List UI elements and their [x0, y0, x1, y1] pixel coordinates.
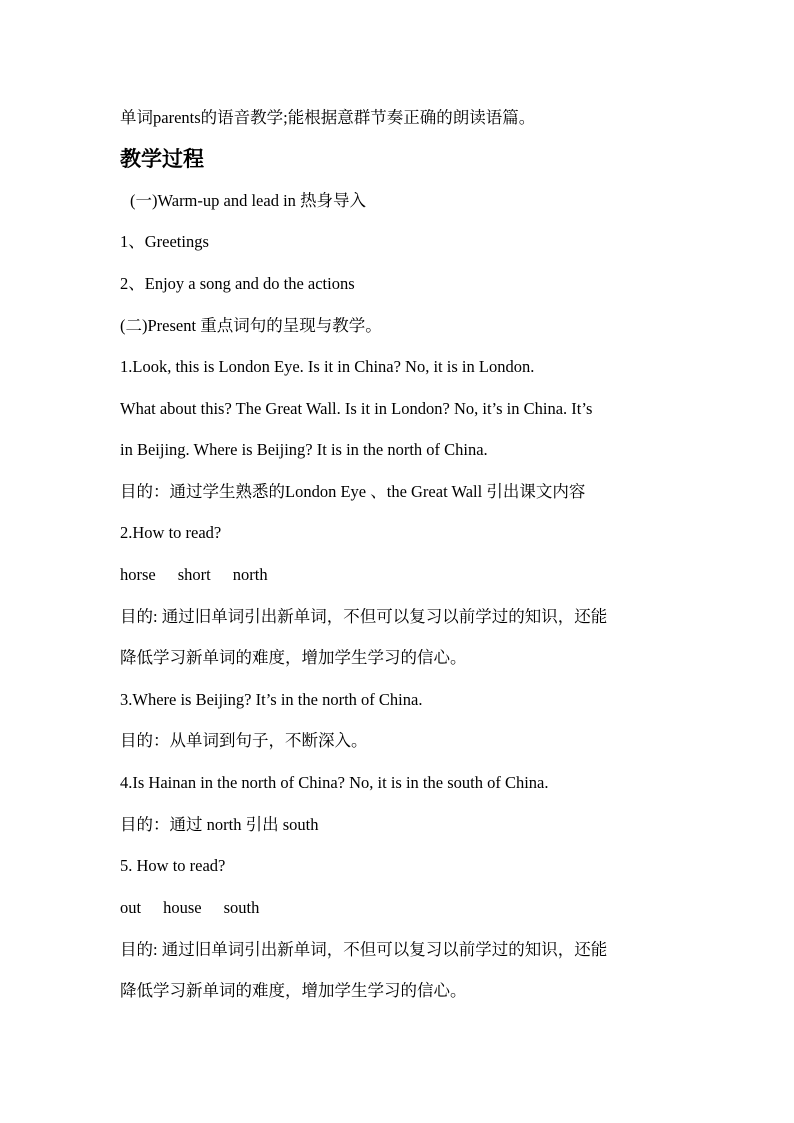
word: horse — [120, 565, 156, 584]
word: house — [163, 898, 202, 917]
purpose-2-line-2: 降低学习新单词的难度，增加学生学习的信心。 — [120, 648, 467, 667]
purpose-3: 目的：从单词到句子，不断深入。 — [120, 731, 368, 750]
paragraph-hainan: 4.Is Hainan in the north of China? No, it is in the south of China. — [120, 773, 549, 792]
paragraph-great-wall-1: What about this? The Great Wall. Is it in London? No, it’s in China. It’s — [120, 399, 593, 418]
paragraph-where-beijing: 3.Where is Beijing? It’s in the north of China. — [120, 690, 423, 709]
word: out — [120, 898, 142, 917]
purpose-2-line-1: 目的: 通过旧单词引出新单词，不但可以复习以前学过的知识，还能 — [120, 607, 608, 626]
word: south — [223, 898, 260, 917]
paragraph-london-eye: 1.Look, this is London Eye. Is it in China? No, it is in London. — [120, 357, 535, 376]
how-to-read-2: 5. How to read? — [120, 856, 226, 875]
purpose-4: 目的：通过 north 引出 south — [120, 815, 319, 834]
item-greetings: 1、Greetings — [120, 232, 209, 251]
item-song: 2、Enjoy a song and do the actions — [120, 274, 355, 293]
purpose-1: 目的：通过学生熟悉的London Eye 、the Great Wall 引出课文内容 — [120, 482, 586, 501]
word: north — [232, 565, 268, 584]
section-heading: 教学过程 — [120, 147, 204, 171]
paragraph-great-wall-2: in Beijing. Where is Beijing? It is in the north of China. — [120, 440, 488, 459]
word-list-2 — [120, 898, 259, 918]
purpose-5-line-2: 降低学习新单词的难度，增加学生学习的信心。 — [120, 981, 467, 1000]
word-list-1 — [120, 565, 268, 585]
section-present: (二)Present 重点词句的呈现与教学。 — [120, 316, 382, 335]
how-to-read-1: 2.How to read? — [120, 523, 222, 542]
word: short — [177, 565, 211, 584]
purpose-5-line-1: 目的: 通过旧单词引出新单词，不但可以复习以前学过的知识，还能 — [120, 940, 608, 959]
intro-line: 单词parents的语音教学;能根据意群节奏正确的朗读语篇。 — [120, 108, 536, 127]
section-warmup: (一)Warm-up and lead in 热身导入 — [130, 191, 367, 210]
